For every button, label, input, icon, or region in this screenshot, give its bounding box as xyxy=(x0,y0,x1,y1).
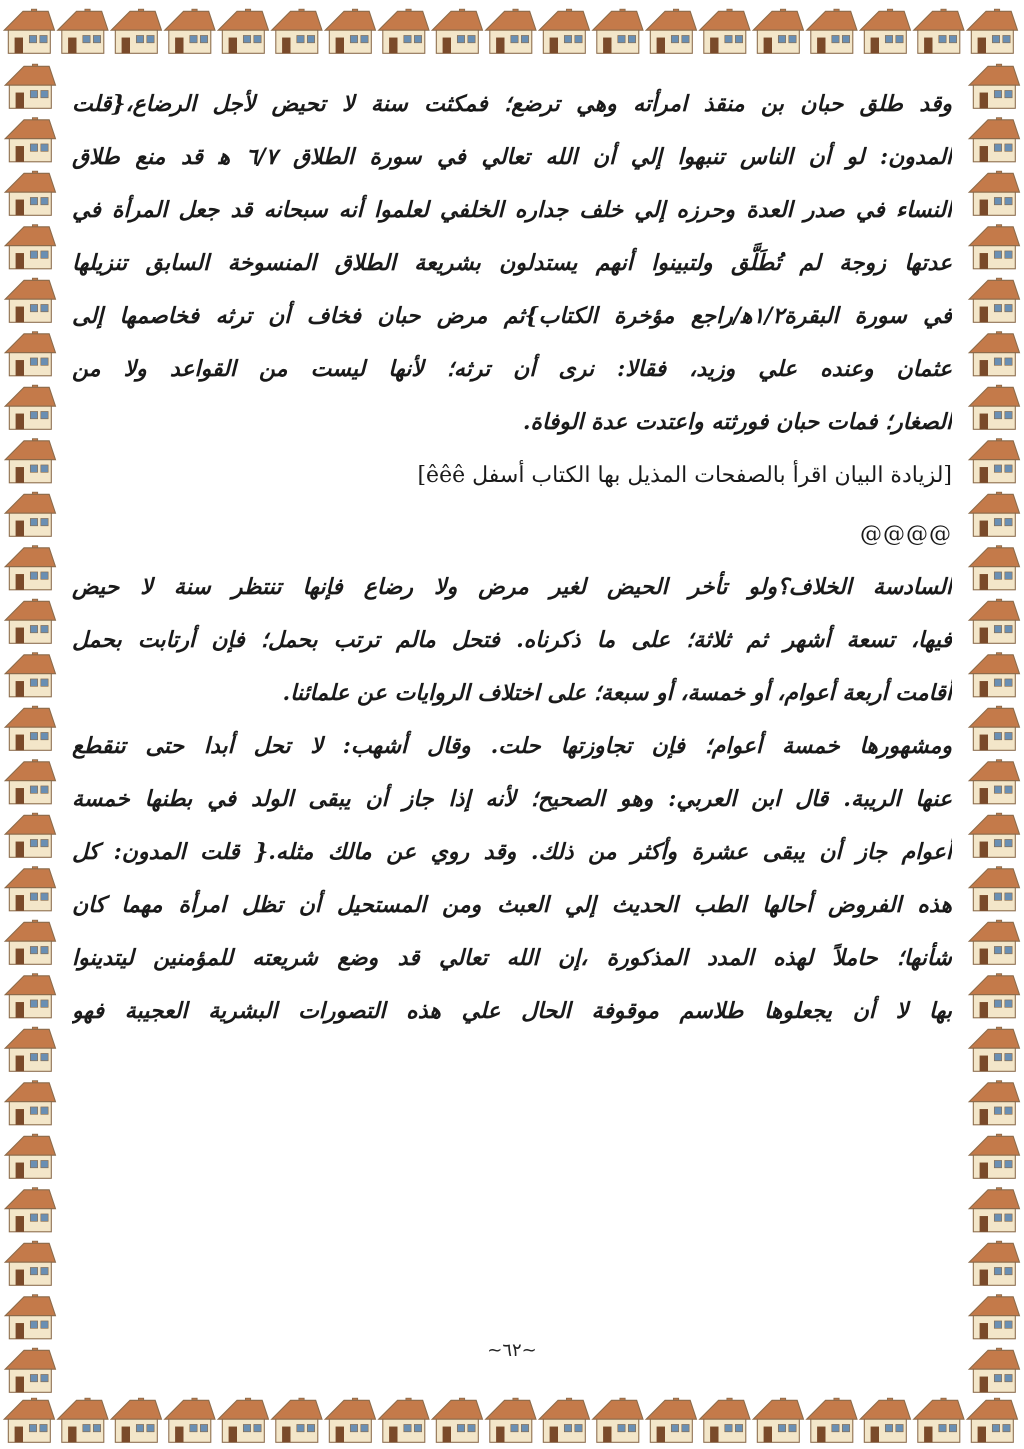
text-line: الصغار؛ فمات حبان فورثته واعتدت عدة الوفاة. xyxy=(522,409,952,435)
house-icon xyxy=(914,1398,964,1442)
page-number: ~٦٢~ xyxy=(487,1340,537,1361)
house-border-pattern xyxy=(0,0,60,1449)
top-border xyxy=(0,0,1024,60)
text-line: النساء في صدر العدة وحرزه إلي خلف جداره الخلفي لعلموا أنه سبحانه قد جعل المرأة في xyxy=(72,197,952,223)
text-line: ومشهورها خمسة أعوام؛ فإن تجاوزتها حلت. وقال أشهب: لا تحل أبدا حتى تنقطع xyxy=(72,733,952,759)
house-icon xyxy=(969,1081,1019,1125)
house-icon xyxy=(218,1398,268,1442)
house-icon xyxy=(969,599,1019,643)
house-icon xyxy=(5,867,55,911)
house-icon xyxy=(807,1398,857,1442)
house-icon xyxy=(969,653,1019,697)
house-icon xyxy=(969,760,1019,804)
house-icon xyxy=(5,278,55,322)
house-icon xyxy=(860,1398,910,1442)
house-icon xyxy=(969,867,1019,911)
house-icon xyxy=(969,813,1019,857)
house-icon xyxy=(432,1398,482,1442)
house-icon xyxy=(969,1295,1019,1339)
house-icon xyxy=(5,653,55,697)
house-icon xyxy=(969,546,1019,590)
text-line: المدون: لو أن الناس تنبهوا إلي أن الله تعالي في سورة الطلاق ٦/٧ ﻫ قد منع طلاق xyxy=(72,144,952,170)
house-icon xyxy=(5,118,55,162)
right-border xyxy=(964,0,1024,1449)
house-icon xyxy=(969,1188,1019,1232)
house-icon xyxy=(914,9,964,53)
text-line: وقد طلق حبان بن منقذ امرأته وهي ترضع؛ فمكثت سنة لا تحيض لأجل الرضاع،{قلت xyxy=(72,91,952,117)
house-icon xyxy=(379,1398,429,1442)
house-icon xyxy=(969,225,1019,269)
house-icon xyxy=(111,9,161,53)
house-border-pattern xyxy=(964,0,1024,1449)
house-icon xyxy=(5,171,55,215)
section-separator: @@@@ xyxy=(860,522,952,547)
house-icon xyxy=(165,9,215,53)
house-icon xyxy=(5,1295,55,1339)
house-icon xyxy=(969,492,1019,536)
house-icon xyxy=(860,9,910,53)
house-icon xyxy=(593,1398,643,1442)
text-line: فيها، تسعة أشهر ثم ثلاثة؛ على ما ذكرناه. فتحل مالم ترتب بحمل؛ فإن أرتابت بحمل xyxy=(72,627,952,653)
left-border xyxy=(0,0,60,1449)
house-icon xyxy=(5,492,55,536)
house-icon xyxy=(969,385,1019,429)
house-icon xyxy=(969,974,1019,1018)
house-icon xyxy=(379,9,429,53)
text-line: بها لا أن يجعلوها طلاسم موقوفة الحال علي هذه التصورات البشرية العجيبة فهو xyxy=(72,998,952,1024)
house-icon xyxy=(969,332,1019,376)
house-icon xyxy=(593,9,643,53)
house-icon xyxy=(5,1081,55,1125)
house-icon xyxy=(969,439,1019,483)
house-icon xyxy=(969,278,1019,322)
house-icon xyxy=(5,439,55,483)
house-icon xyxy=(5,332,55,376)
text-line: هذه الفروض أحالها الطب الحديث إلي العبث ومن المستحيل أن تظل امرأة مهما كان xyxy=(72,892,952,918)
house-icon xyxy=(753,9,803,53)
text-line: أقامت أربعة أعوام، أو خمسة، أو سبعة؛ على اختلاف الروايات عن علمائنا. xyxy=(282,680,952,706)
text-line: عدتها زوجة لم تُطَلَّق ولتبينوا أنهم يستدلون بشريعة الطلاق المنسوخة السابق تنزيلها xyxy=(72,250,952,276)
house-icon xyxy=(272,9,322,53)
house-icon xyxy=(969,64,1019,108)
house-icon xyxy=(5,706,55,750)
house-icon xyxy=(486,1398,536,1442)
text-line: عثمان وعنده علي وزيد، فقالا: نرى أن ترثه؛ لأنها ليست من القواعد ولا من xyxy=(72,356,952,382)
text-line: أعوام جاز أن يبقى عشرة وأكثر من ذلك. وقد روي عن مالك مثله.{ قلت المدون: كل xyxy=(72,839,952,865)
house-icon xyxy=(5,225,55,269)
house-icon xyxy=(753,1398,803,1442)
house-icon xyxy=(969,1027,1019,1071)
house-border-pattern xyxy=(0,1389,1024,1449)
house-icon xyxy=(700,9,750,53)
house-icon xyxy=(5,1134,55,1178)
house-icon xyxy=(807,9,857,53)
house-icon xyxy=(5,546,55,590)
house-icon xyxy=(969,706,1019,750)
house-icon xyxy=(646,9,696,53)
text-line: في سورة البقرة١/٢ﻫ/راجع مؤخرة الكتاب}ثم مرض حبان فخاف أن ترثه فخاصمها إلى xyxy=(72,303,952,329)
house-icon xyxy=(969,118,1019,162)
house-icon xyxy=(5,760,55,804)
house-icon xyxy=(58,9,108,53)
house-icon xyxy=(5,599,55,643)
house-icon xyxy=(969,1241,1019,1285)
bracket-note: [لزيادة البيان اقرأ بالصفحات المذيل بها الكتاب أسفل êêê] xyxy=(417,463,952,488)
house-icon xyxy=(58,1398,108,1442)
house-icon xyxy=(969,171,1019,215)
house-icon xyxy=(272,1398,322,1442)
text-line: شأنها؛ حاملاً لهذه المدد المذكورة ،إن الله تعالي قد وضع شريعته للمؤمنين ليتدينوا xyxy=(72,945,952,971)
house-icon xyxy=(5,1188,55,1232)
house-icon xyxy=(111,1398,161,1442)
text-line: عنها الريبة. قال ابن العربي: وهو الصحيح؛ لأنه إذا جاز أن يبقى الولد في بطنها خمسة xyxy=(72,786,952,812)
house-border-pattern xyxy=(0,0,1024,60)
house-icon xyxy=(539,9,589,53)
house-icon xyxy=(5,385,55,429)
text-line: السادسة الخلاف؟ولو تأخر الحيض لغير مرض ولا رضاع فإنها تنتظر سنة لا حيض xyxy=(72,574,952,600)
body-text xyxy=(72,78,952,1378)
house-icon xyxy=(432,9,482,53)
house-icon xyxy=(5,64,55,108)
house-icon xyxy=(5,813,55,857)
bottom-border xyxy=(0,1389,1024,1449)
house-icon xyxy=(646,1398,696,1442)
house-icon xyxy=(325,1398,375,1442)
house-icon xyxy=(969,920,1019,964)
house-icon xyxy=(539,1398,589,1442)
house-icon xyxy=(325,9,375,53)
house-icon xyxy=(700,1398,750,1442)
house-icon xyxy=(5,1027,55,1071)
house-icon xyxy=(486,9,536,53)
house-icon xyxy=(165,1398,215,1442)
house-icon xyxy=(5,1241,55,1285)
house-icon xyxy=(969,1134,1019,1178)
house-icon xyxy=(218,9,268,53)
house-icon xyxy=(5,974,55,1018)
house-icon xyxy=(5,920,55,964)
